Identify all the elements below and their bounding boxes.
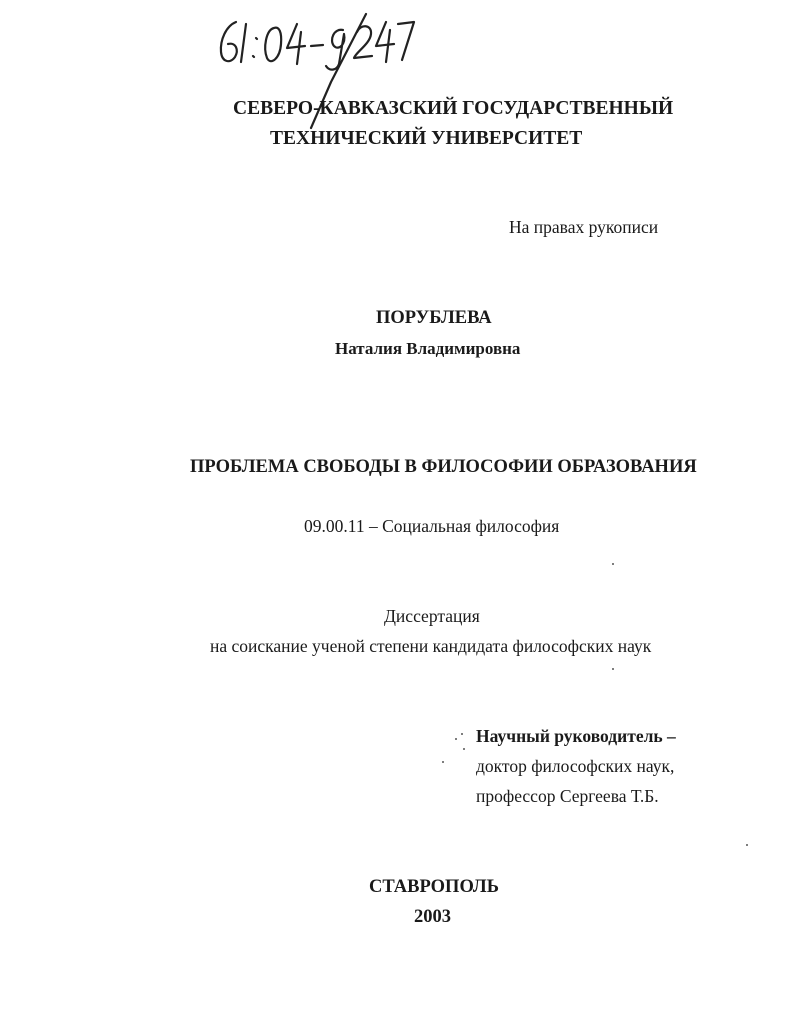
supervisor-name: профессор Сергеева Т.Б. xyxy=(476,786,659,806)
year: 2003 xyxy=(414,907,451,927)
scan-speck xyxy=(746,844,748,846)
dissertation-type: Диссертация xyxy=(384,606,480,626)
university-name-line2: ТЕХНИЧЕСКИЙ УНИВЕРСИТЕТ xyxy=(270,128,583,149)
specialty: 09.00.11 – Социальная философия xyxy=(304,516,560,536)
dissertation-title: ПРОБЛЕМА СВОБОДЫ В ФИЛОСОФИИ ОБРАЗОВАНИЯ xyxy=(190,457,697,477)
dissertation-purpose: на соискание ученой степени кандидата философских наук xyxy=(210,636,652,656)
supervisor-label: Научный руководитель – xyxy=(476,726,676,746)
scan-speck xyxy=(455,738,457,740)
university-name-line1: СЕВЕРО-КАВКАЗСКИЙ ГОСУДАРСТВЕННЫЙ xyxy=(233,98,674,119)
scan-speck xyxy=(463,748,465,750)
scan-speck xyxy=(612,563,614,565)
city: СТАВРОПОЛЬ xyxy=(369,877,499,897)
author-surname: ПОРУБЛЕВА xyxy=(376,308,492,328)
scan-speck xyxy=(612,668,614,670)
author-given-names: Наталия Владимировна xyxy=(335,339,521,358)
supervisor-degree: доктор философских наук, xyxy=(476,756,675,776)
scan-speck xyxy=(442,761,444,763)
scan-speck xyxy=(461,733,463,735)
manuscript-note: На правах рукописи xyxy=(509,217,659,237)
